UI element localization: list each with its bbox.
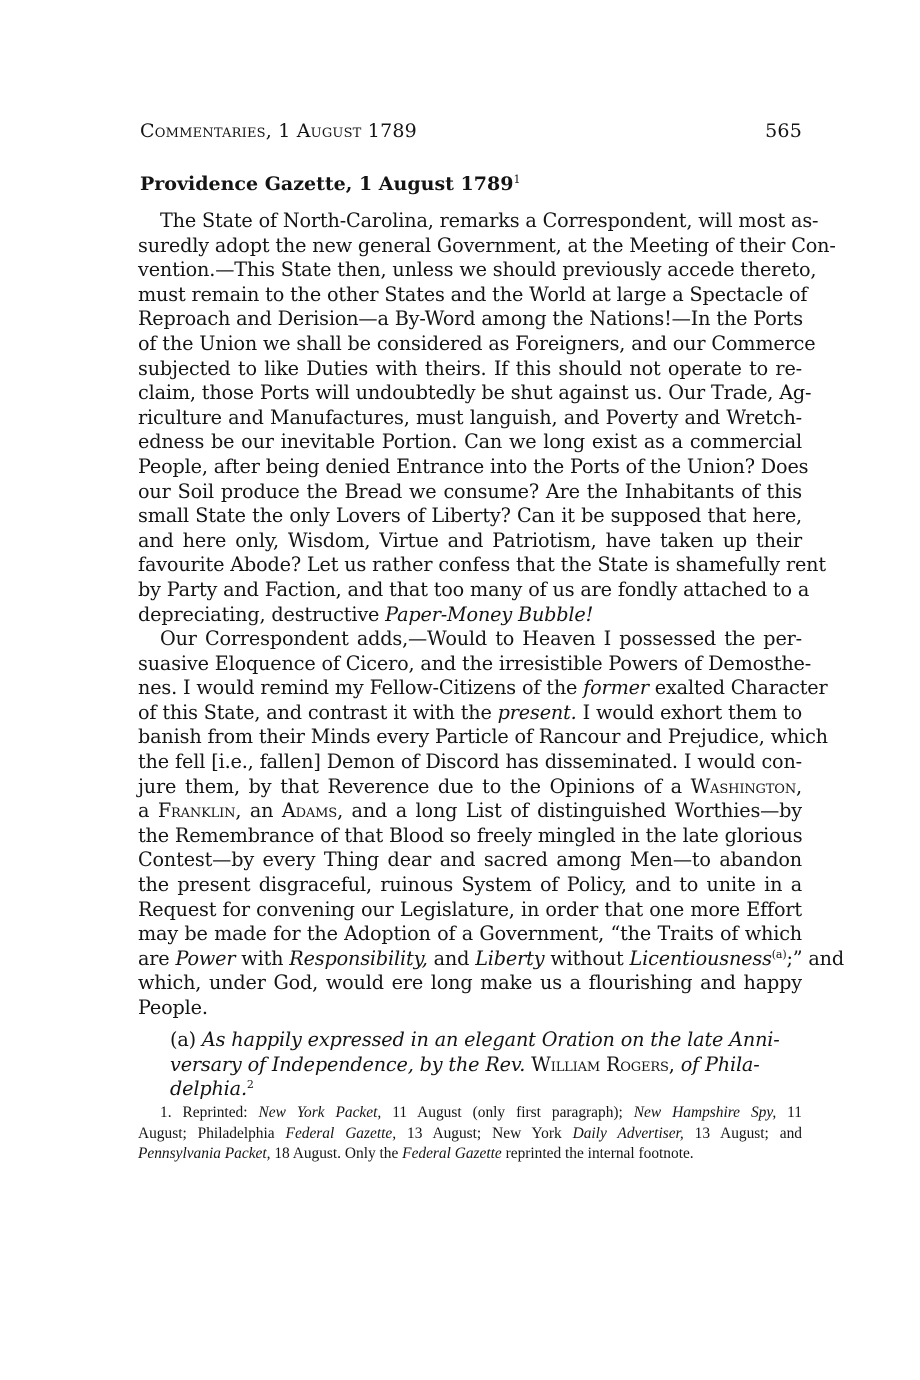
text-line: claim, those Ports will undoubtedly be shut against us. Our Trade, Ag- [138,381,812,405]
text-line: suredly adopt the new general Government, at the Meeting of their Con- [138,233,836,257]
text-line: our Soil produce the Bread we consume? Are the Inhabitants of this [138,479,802,503]
text-line: Reproach and Derision—a By-Word among the Nations!—In the Ports [138,307,803,331]
text-line: edness be our inevitable Portion. Can we long exist as a commercial [138,430,802,454]
footnote-ref-2: 2 [246,1078,254,1092]
text-line: small State the only Lovers of Liberty? Can it be supposed that here, [138,504,802,528]
text-line: the present disgraceful, ruinous System of Policy, and to unite in a [138,873,802,897]
text-line: and here only, Wisdom, Virtue and Patriotism, have taken up their [138,528,802,552]
text-line: nes. I would remind my Fellow-Citizens of the former exalted Character [138,676,828,700]
text-line: of the Union we shall be considered as Foreigners, and our Commerce [138,331,816,355]
text-line: banish from their Minds every Particle of Rancour and Prejudice, which [138,725,828,749]
text-line: Pennsylvania Packet, 18 August. Only the Federal Gazette reprinted the internal footnote. [138,1145,694,1163]
article-title-text: Providence Gazette, 1 August 1789 [140,173,514,195]
text-line: Request for convening our Legislature, in order that one more Effort [138,897,802,921]
text-line: People, after being denied Entrance into the Ports of the Union? Does [138,454,809,478]
text-line: the Remembrance of that Blood so freely mingled in the late glorious [138,823,803,847]
text-line: Contest—by every Thing dear and sacred among Men—to abandon [138,848,802,872]
inner-footnote-ref: (a) [771,947,787,961]
footnote-ref-1: 1 [513,173,521,186]
endnote [138,1103,802,1165]
text-line: favourite Abode? Let us rather confess that the State is shamefully rent [138,553,826,577]
text-line: suasive Eloquence of Cicero, and the irresistible Powers of Demosthe- [138,651,812,675]
text-line: August; Philadelphia Federal Gazette, 13 August; New York Daily Advertiser, 13 August; and [138,1124,802,1142]
text-line: vention.—This State then, unless we should previously accede thereto, [138,258,817,282]
text-line: may be made for the Adoption of a Government, “the Traits of which [138,922,802,946]
running-head [138,120,802,150]
text-line: depreciating, destructive Paper-Money Bubble! [138,602,594,626]
text-line: 1. Reprinted: New York Packet, 11 August (only first paragraph); New Hampshire Spy, 11 [160,1104,802,1121]
text-line: must remain to the other States and the World at large a Spectacle of [138,282,808,306]
running-head-title: Commentaries, 1 August 1789 [140,120,417,142]
text-line: The State of North-Carolina, remarks a Correspondent, will most as- [160,209,819,232]
article-body [138,209,845,1021]
text-line: versary of Independence, by the Rev. William Rogers, of Phila- [170,1052,760,1076]
text-line: riculture and Manufactures, must languish, and Poverty and Wretch- [138,405,802,429]
text-line: delphia.$^2$ [170,1077,254,1101]
text-line: are Power with Responsibility, and Liberty without Licentiousness$^{(a)}$;” and [138,946,845,970]
text-line: (a) As happily expressed in an elegant Oration on the late Anni- [170,1028,780,1051]
text-line: a Franklin, an Adams, and a long List of distinguished Worthies—by [138,799,802,823]
article-title [140,173,520,195]
text-line: the fell [i.e., fallen] Demon of Discord has disseminated. I would con- [138,750,802,774]
text-line: subjected to like Duties with theirs. If this should not operate to re- [138,356,802,380]
inner-footnote [170,1027,802,1101]
page-number: 565 [765,120,802,142]
text-line: People. [138,996,208,1019]
text-line: of this State, and contrast it with the present. I would exhort them to [138,700,802,724]
text-line: which, under God, would ere long make us a flourishing and happy [138,971,802,995]
text-line: by Party and Faction, and that too many of us are fondly attached to a [138,577,810,601]
text-line: Our Correspondent adds,—Would to Heaven I possessed the per- [160,627,802,651]
text-line: jure them, by that Reverence due to the Opinions of a Washington, [138,774,802,798]
